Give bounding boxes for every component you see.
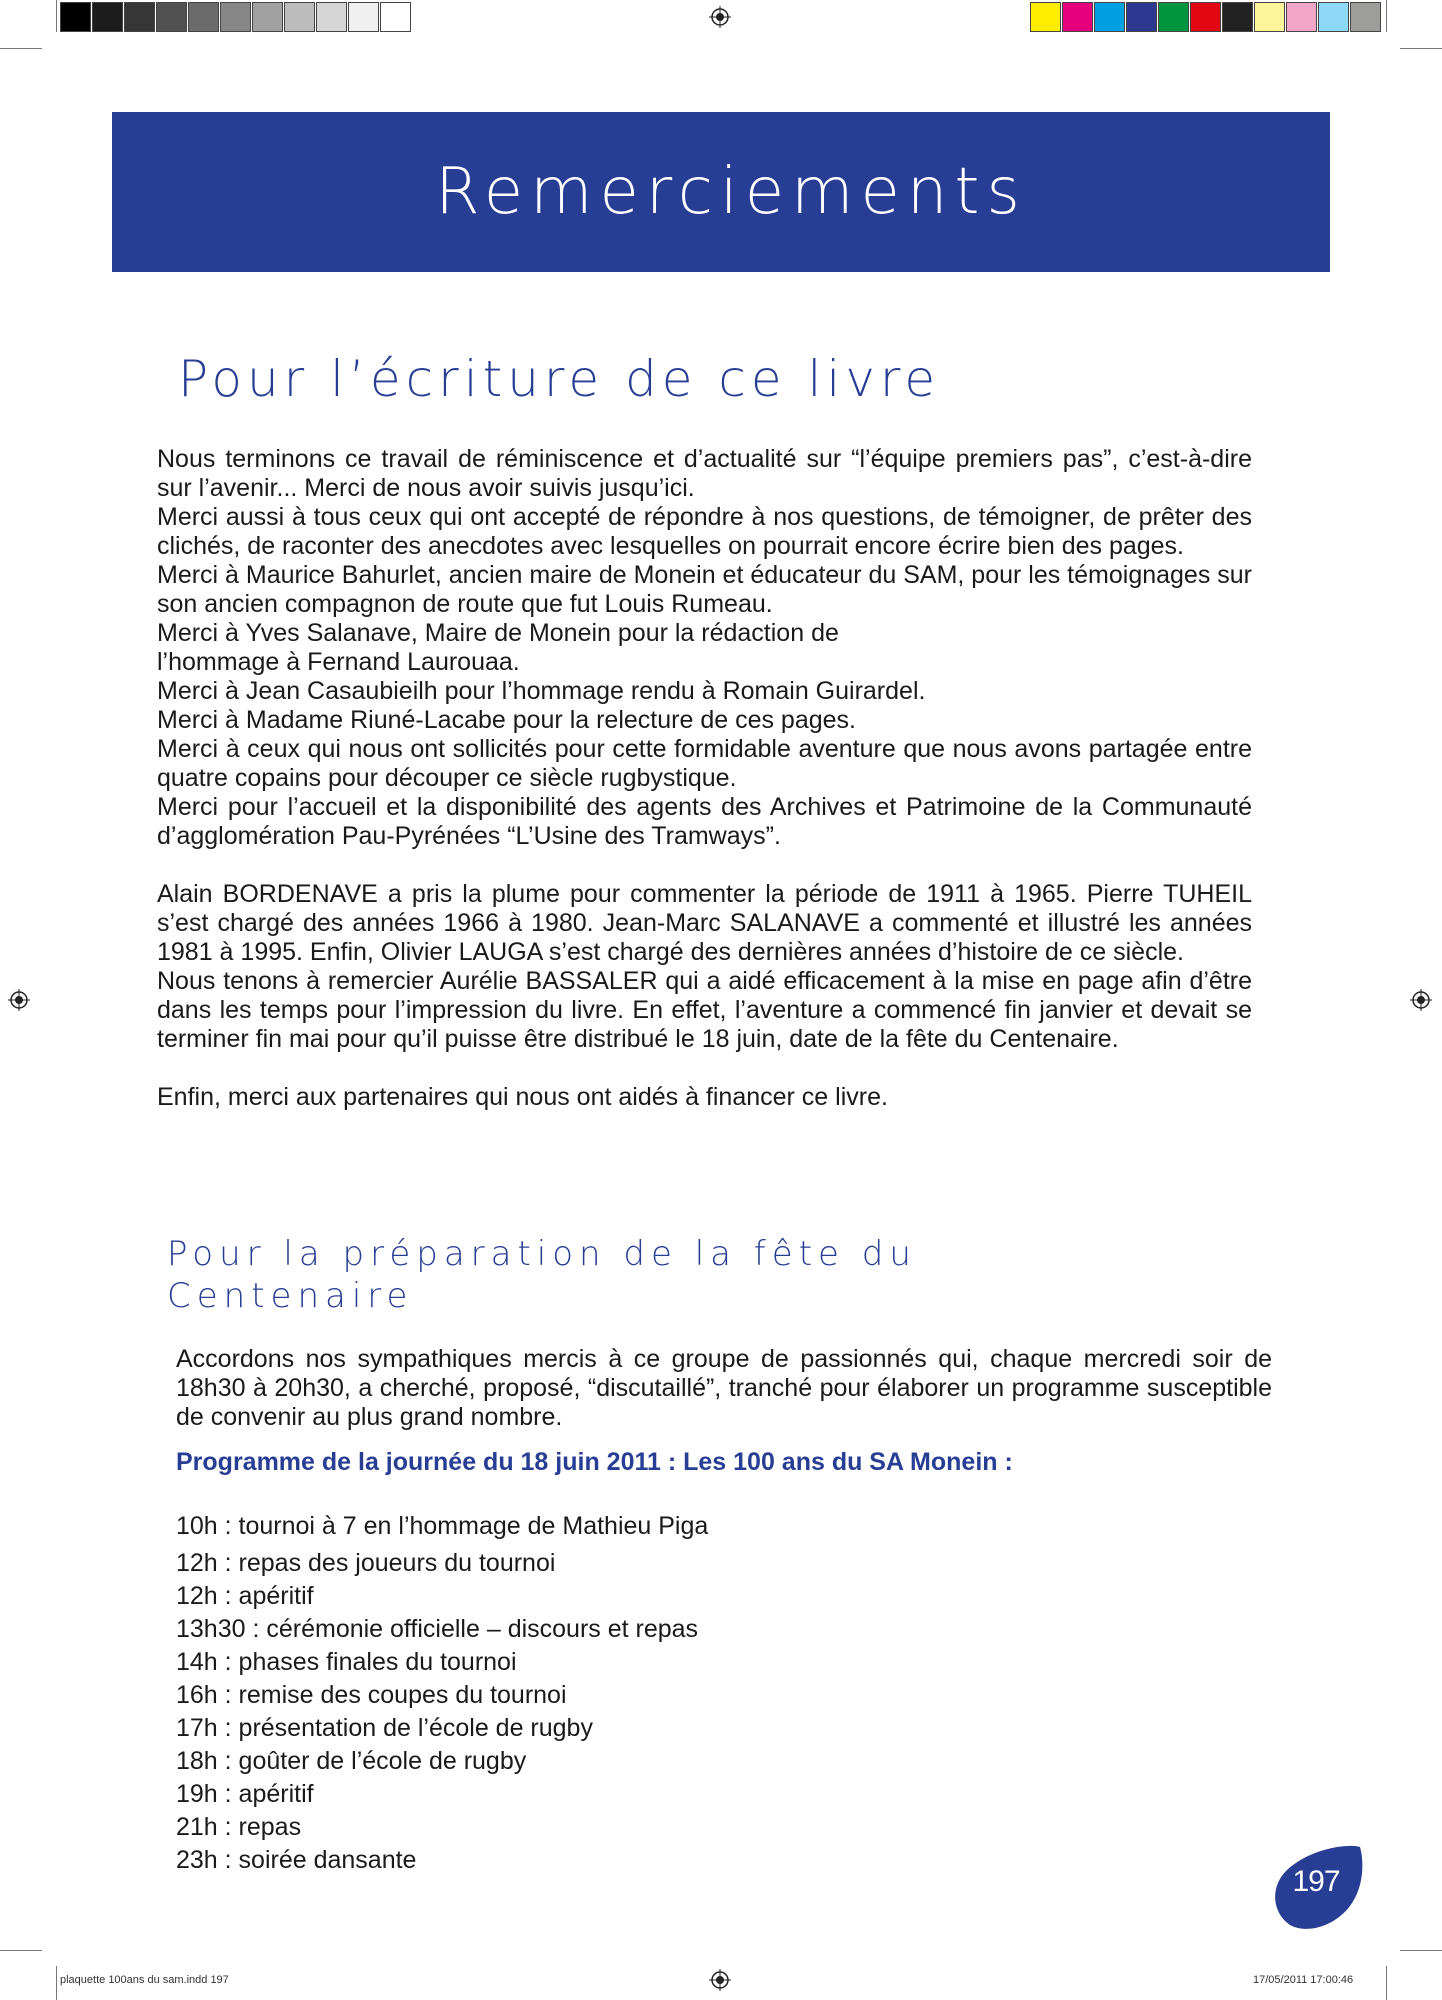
paragraph: Merci à Maurice Bahurlet, ancien maire de Monein et éducateur du SAM, pour les témoignages sur son ancien compagnon de route que fut Louis Rumeau.: [157, 561, 1253, 618]
paragraph: Merci à ceux qui nous ont sollicités pour cette formidable aventure que nous avons partagée entre quatre copains pour découper ce siècle rugbystique.: [157, 735, 1252, 792]
trim-mark: [56, 1966, 57, 2000]
registration-mark-right-icon: [1410, 989, 1432, 1011]
paragraph: Enfin, merci aux partenaires qui nous ont aidés à financer ce livre.: [157, 1083, 888, 1111]
trim-mark: [1400, 1950, 1442, 1951]
color-swatch: [1030, 2, 1061, 32]
schedule-item: 19h : apéritif: [176, 1780, 314, 1808]
page-number-badge: [1268, 1841, 1364, 1931]
trim-mark: [0, 48, 42, 49]
color-swatch: [1126, 2, 1157, 32]
heading-line: Pour la préparation de la fête du: [167, 1234, 917, 1274]
title-banner: [112, 112, 1330, 272]
schedule-item: 16h : remise des coupes du tournoi: [176, 1681, 567, 1709]
schedule-list: [176, 1510, 708, 1877]
schedule-item: 17h : présentation de l’école de rugby: [176, 1714, 593, 1742]
page-number: 197: [1292, 1865, 1340, 1898]
schedule-item: 23h : soirée dansante: [176, 1846, 417, 1874]
paragraph: Alain BORDENAVE a pris la plume pour commenter la période de 1911 à 1965. Pierre TUHEIL s’est chargé des années 1966 à 1980. Jean-Marc SALANAVE a commenté et illustré les années 1981 à 1995. Enfin, Olivier LAUGA s’est chargé des dernières années d’histoire de ce siècle.: [157, 880, 1252, 966]
color-swatch: [92, 2, 123, 32]
color-swatch: [1350, 2, 1381, 32]
schedule-item: 13h30 : cérémonie officielle – discours et repas: [176, 1615, 699, 1643]
color-swatch: [252, 2, 283, 32]
color-swatch: [1222, 2, 1253, 32]
paragraph: Nous terminons ce travail de réminiscence et d’actualité sur “l’équipe premiers pas”, c’est-à-dire sur l’avenir... Merci de nous avoir suivis jusqu’ici.: [157, 445, 1252, 502]
trim-mark: [56, 0, 57, 32]
footer-file-name: plaquette 100ans du sam.indd 197: [60, 1974, 229, 1986]
color-swatch: [1094, 2, 1125, 32]
registration-mark-left-icon: [8, 989, 30, 1011]
heading-line: Centenaire: [167, 1276, 414, 1316]
paragraph: Merci à Madame Riuné-Lacabe pour la relecture de ces pages.: [157, 706, 856, 734]
schedule-item: 12h : apéritif: [176, 1582, 314, 1610]
color-swatch: [1190, 2, 1221, 32]
trim-mark: [0, 1950, 42, 1951]
page-title: Remerciements: [435, 155, 1027, 229]
color-swatch: [380, 2, 411, 32]
color-swatch: [124, 2, 155, 32]
schedule-item: 12h : repas des joueurs du tournoi: [176, 1549, 556, 1577]
color-swatch: [284, 2, 315, 32]
color-swatch: [1286, 2, 1317, 32]
color-swatch: [1254, 2, 1285, 32]
trim-mark: [1386, 0, 1387, 32]
color-swatch: [348, 2, 379, 32]
schedule-item: 18h : goûter de l’école de rugby: [176, 1747, 527, 1775]
color-swatch: [220, 2, 251, 32]
schedule-item: 14h : phases finales du tournoi: [176, 1648, 517, 1676]
schedule-item: 10h : tournoi à 7 en l’hommage de Mathieu Piga: [176, 1512, 709, 1540]
color-swatch: [1318, 2, 1349, 32]
color-swatch: [1158, 2, 1189, 32]
grayscale-color-bar: [60, 2, 412, 32]
footer-timestamp: 17/05/2011 17:00:46: [1253, 1974, 1354, 1986]
trim-mark: [1400, 48, 1442, 49]
color-swatch: [188, 2, 219, 32]
trim-mark: [1386, 1966, 1387, 2000]
centenary-intro-text: [176, 1345, 1272, 1432]
cmyk-color-bar: [1030, 2, 1382, 32]
paragraph: Merci pour l’accueil et la disponibilité des agents des Archives et Patrimoine de la Communauté d’agglomération Pau-Pyrénées “L’Usine des Tramways”.: [157, 793, 1252, 850]
registration-mark-bottom-icon: [709, 1969, 731, 1991]
color-swatch: [1062, 2, 1093, 32]
color-swatch: [60, 2, 91, 32]
section-heading-book-writing: Pour l’écriture de ce livre: [178, 350, 941, 408]
color-swatch: [316, 2, 347, 32]
paragraph: Nous tenons à remercier Aurélie BASSALER qui a aidé efficacement à la mise en page afin d’être dans les temps pour l’impression du livre. En effet, l’aventure a commencé fin janvier et devait se terminer fin mai pour qu’il puisse être distribué le 18 juin, date de la fête du Centenaire.: [157, 967, 1252, 1053]
acknowledgements-text: [157, 445, 1252, 1112]
section-heading-centenary-preparation: [167, 1233, 947, 1317]
program-title: Programme de la journée du 18 juin 2011 : Les 100 ans du SA Monein :: [176, 1448, 1013, 1476]
color-swatch: [156, 2, 187, 32]
paragraph: Merci à Jean Casaubieilh pour l’hommage rendu à Romain Guirardel.: [157, 677, 926, 705]
registration-mark-top-icon: [709, 6, 731, 28]
paragraph: Merci à Yves Salanave, Maire de Monein pour la rédaction de l’hommage à Fernand Laurouaa.: [157, 619, 839, 676]
paragraph: Merci aussi à tous ceux qui ont accepté de répondre à nos questions, de témoigner, de prêter des clichés, de raconter des anecdotes avec lesquelles on pourrait encore écrire bien des pages.: [157, 503, 1252, 560]
schedule-item: 21h : repas: [176, 1813, 302, 1841]
paragraph: Accordons nos sympathiques mercis à ce groupe de passionnés qui, chaque mercredi soir de 18h30 à 20h30, a cherché, proposé, “discutaillé”, tranché pour élaborer un programme susceptible de convenir au plus grand nombre.: [176, 1345, 1272, 1431]
